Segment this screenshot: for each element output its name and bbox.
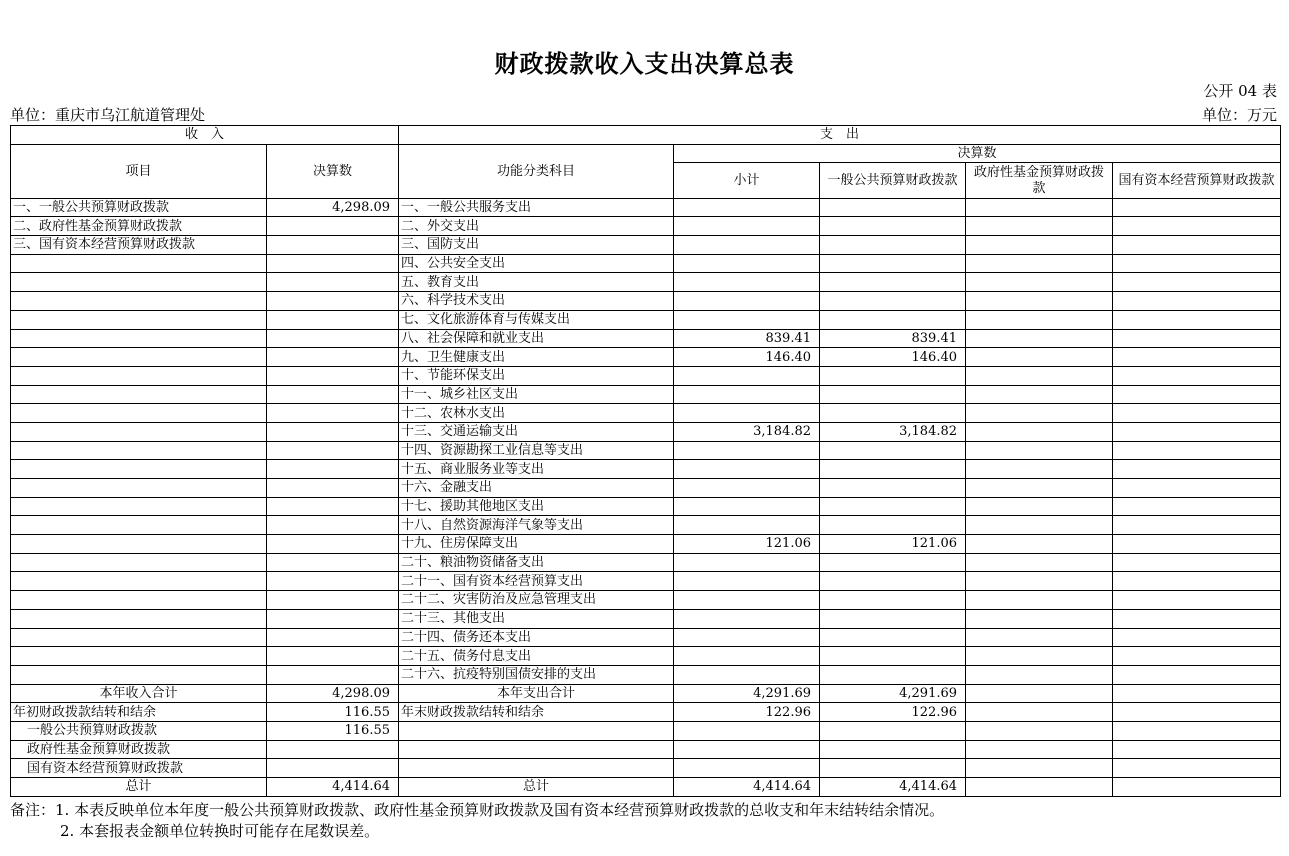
expense-general: [820, 628, 966, 647]
expense-gov-fund: [966, 236, 1113, 255]
item-header: 项目: [11, 144, 267, 198]
expense-state-capital: [1113, 254, 1281, 273]
expense-gov-fund: [966, 198, 1113, 217]
expense-subtotal: [674, 516, 820, 535]
expense-subtotal: [674, 497, 820, 516]
expense-item: 十二、农林水支出: [399, 404, 674, 423]
expense-gov-fund: [966, 609, 1113, 628]
expense-subtotal: 839.41: [674, 329, 820, 348]
final-header: 决算数: [674, 144, 1281, 163]
expense-general: [820, 217, 966, 236]
begin-state-capital-label: 国有资本经营预算财政拨款: [11, 759, 267, 778]
page-title: 财政拨款收入支出决算总表: [494, 49, 795, 78]
end-balance-subtotal: 122.96: [674, 703, 820, 722]
expense-subtotal: [674, 460, 820, 479]
expense-item: 十七、援助其他地区支出: [399, 497, 674, 516]
income-amount: [267, 516, 399, 535]
table-row: [11, 273, 1281, 292]
table-row: [11, 479, 1281, 498]
grand-total-general: 4,414.64: [820, 778, 966, 797]
expense-general: [820, 254, 966, 273]
income-item: [11, 385, 267, 404]
form-number: 公开 04 表: [1203, 82, 1277, 100]
expense-item: 六、科学技术支出: [399, 292, 674, 311]
expense-item: 十九、住房保障支出: [399, 535, 674, 554]
expense-gov-fund: [966, 647, 1113, 666]
income-item: 一、一般公共预算财政拨款: [11, 198, 267, 217]
expense-item: 二十一、国有资本经营预算支出: [399, 572, 674, 591]
table-row: [11, 441, 1281, 460]
expense-state-capital: [1113, 236, 1281, 255]
income-amount: [267, 479, 399, 498]
expense-gov-fund: [966, 572, 1113, 591]
expense-gov-fund: [966, 591, 1113, 610]
expense-subtotal: [674, 217, 820, 236]
income-item: 三、国有资本经营预算财政拨款: [11, 236, 267, 255]
income-item: [11, 535, 267, 554]
expense-total-subtotal: 4,291.69: [674, 684, 820, 703]
expense-item: 十三、交通运输支出: [399, 422, 674, 441]
income-amount: [267, 422, 399, 441]
note-1: 备注：1. 本表反映单位本年度一般公共预算财政拨款、政府性基金预算财政拨款及国有资本经营预算财政拨款的总收支和年末结转结余情况。: [10, 801, 945, 819]
note-2: 2. 本套报表金额单位转换时可能存在尾数误差。: [60, 822, 380, 840]
income-amount: [267, 497, 399, 516]
begin-general-amount: 116.55: [267, 721, 399, 740]
state-capital-header: 国有资本经营预算财政拨款: [1113, 163, 1281, 198]
expense-subtotal: [674, 292, 820, 311]
expense-subtotal: 121.06: [674, 535, 820, 554]
expense-item: 五、教育支出: [399, 273, 674, 292]
income-item: [11, 404, 267, 423]
begin-gov-fund-label: 政府性基金预算财政拨款: [11, 740, 267, 759]
table-row: [11, 684, 1281, 703]
income-total-label: 本年收入合计: [11, 684, 267, 703]
begin-general-label: 一般公共预算财政拨款: [11, 721, 267, 740]
income-amount: [267, 665, 399, 684]
income-item: [11, 329, 267, 348]
income-item: [11, 553, 267, 572]
expense-item: 二十六、抗疫特别国债安排的支出: [399, 665, 674, 684]
expense-state-capital: [1113, 292, 1281, 311]
expense-item: 十四、资源勘探工业信息等支出: [399, 441, 674, 460]
table-row: [11, 721, 1281, 740]
table-row: [11, 404, 1281, 423]
income-amount: [267, 273, 399, 292]
table-row: [11, 647, 1281, 666]
budget-table: [10, 125, 1281, 797]
table-row: [11, 329, 1281, 348]
expense-total-general: 4,291.69: [820, 684, 966, 703]
income-amount: [267, 609, 399, 628]
notes: [10, 800, 944, 842]
income-item: [11, 460, 267, 479]
expense-item: 二十五、债务付息支出: [399, 647, 674, 666]
expense-subtotal: [674, 366, 820, 385]
expense-state-capital: [1113, 198, 1281, 217]
income-item: [11, 497, 267, 516]
expense-general: [820, 441, 966, 460]
income-amount: [267, 385, 399, 404]
expense-general: [820, 553, 966, 572]
income-amount: [267, 366, 399, 385]
general-budget-header: 一般公共预算财政拨款: [820, 163, 966, 198]
expense-general: [820, 385, 966, 404]
expense-subtotal: [674, 236, 820, 255]
income-item: [11, 292, 267, 311]
expense-subtotal: [674, 609, 820, 628]
table-row: [11, 553, 1281, 572]
income-amount: [267, 591, 399, 610]
income-item: [11, 254, 267, 273]
income-item: [11, 516, 267, 535]
expense-general: 3,184.82: [820, 422, 966, 441]
grand-total-subtotal: 4,414.64: [674, 778, 820, 797]
income-amount: [267, 441, 399, 460]
table-row: [11, 572, 1281, 591]
end-balance-general: 122.96: [820, 703, 966, 722]
expense-item: 二、外交支出: [399, 217, 674, 236]
expense-state-capital: [1113, 329, 1281, 348]
expense-state-capital: [1113, 497, 1281, 516]
expense-state-capital: [1113, 665, 1281, 684]
expense-gov-fund: [966, 254, 1113, 273]
expense-general: 121.06: [820, 535, 966, 554]
income-item: [11, 572, 267, 591]
expense-subtotal: [674, 273, 820, 292]
expense-gov-fund: [966, 310, 1113, 329]
income-item: [11, 441, 267, 460]
expense-state-capital: [1113, 609, 1281, 628]
table-row: [11, 628, 1281, 647]
expense-gov-fund: [966, 497, 1113, 516]
income-item: [11, 310, 267, 329]
expense-subtotal: [674, 310, 820, 329]
expense-subtotal: [674, 404, 820, 423]
table-row: [11, 535, 1281, 554]
expense-item: 二十四、债务还本支出: [399, 628, 674, 647]
expense-general: [820, 236, 966, 255]
amount-header: 决算数: [267, 144, 399, 198]
grand-total-label-right: 总计: [399, 778, 674, 797]
expense-general: 839.41: [820, 329, 966, 348]
table-row: [11, 591, 1281, 610]
income-item: [11, 665, 267, 684]
expense-item: 二十二、灾害防治及应急管理支出: [399, 591, 674, 610]
table-row: [11, 609, 1281, 628]
expense-state-capital: [1113, 348, 1281, 367]
table-row: [11, 740, 1281, 759]
expense-subtotal: [674, 385, 820, 404]
expense-item: 十六、金融支出: [399, 479, 674, 498]
expense-subtotal: [674, 479, 820, 498]
grand-total-income: 4,414.64: [267, 778, 399, 797]
income-item: [11, 628, 267, 647]
income-amount: [267, 404, 399, 423]
income-item: [11, 647, 267, 666]
expense-gov-fund: [966, 479, 1113, 498]
expense-general: [820, 497, 966, 516]
table-row: [11, 198, 1281, 217]
expense-subtotal: [674, 628, 820, 647]
income-item: [11, 479, 267, 498]
expense-gov-fund: [966, 404, 1113, 423]
table-row: [11, 778, 1281, 797]
expense-state-capital: [1113, 217, 1281, 236]
expense-general: [820, 516, 966, 535]
income-amount: [267, 329, 399, 348]
expense-subtotal: [674, 591, 820, 610]
expense-subtotal: [674, 647, 820, 666]
expense-gov-fund: [966, 217, 1113, 236]
table-row: [11, 236, 1281, 255]
income-amount: [267, 628, 399, 647]
income-item: [11, 422, 267, 441]
expense-state-capital: [1113, 535, 1281, 554]
income-amount: [267, 647, 399, 666]
table-row: [11, 665, 1281, 684]
expense-gov-fund: [966, 441, 1113, 460]
expense-general: [820, 591, 966, 610]
income-item: 二、政府性基金预算财政拨款: [11, 217, 267, 236]
table-row: [11, 348, 1281, 367]
expense-general: 146.40: [820, 348, 966, 367]
expense-state-capital: [1113, 273, 1281, 292]
expense-general: [820, 292, 966, 311]
expense-gov-fund: [966, 553, 1113, 572]
expense-state-capital: [1113, 647, 1281, 666]
expense-subtotal: [674, 553, 820, 572]
expense-header: 支 出: [399, 126, 1281, 145]
income-amount: [267, 292, 399, 311]
expense-item: 二十三、其他支出: [399, 609, 674, 628]
income-item: [11, 591, 267, 610]
expense-general: [820, 572, 966, 591]
income-amount: 4,298.09: [267, 198, 399, 217]
expense-item: 七、文化旅游体育与传媒支出: [399, 310, 674, 329]
expense-state-capital: [1113, 310, 1281, 329]
expense-gov-fund: [966, 329, 1113, 348]
grand-total-label-left: 总计: [11, 778, 267, 797]
income-amount: [267, 553, 399, 572]
expense-item: 四、公共安全支出: [399, 254, 674, 273]
expense-subtotal: 146.40: [674, 348, 820, 367]
income-amount: [267, 217, 399, 236]
expense-item: 十八、自然资源海洋气象等支出: [399, 516, 674, 535]
expense-general: [820, 609, 966, 628]
begin-balance-label: 年初财政拨款结转和结余: [11, 703, 267, 722]
expense-state-capital: [1113, 404, 1281, 423]
income-amount: [267, 535, 399, 554]
table-row: [11, 422, 1281, 441]
gov-fund-header: 政府性基金预算财政拨款: [966, 163, 1113, 198]
expense-state-capital: [1113, 366, 1281, 385]
table-row: [11, 217, 1281, 236]
begin-balance: 116.55: [267, 703, 399, 722]
expense-gov-fund: [966, 422, 1113, 441]
expense-subtotal: [674, 254, 820, 273]
end-balance-label: 年末财政拨款结转和结余: [399, 703, 674, 722]
expense-subtotal: [674, 441, 820, 460]
income-item: [11, 366, 267, 385]
expense-subtotal: [674, 572, 820, 591]
expense-general: [820, 460, 966, 479]
expense-state-capital: [1113, 460, 1281, 479]
income-amount: [267, 254, 399, 273]
expense-general: [820, 647, 966, 666]
expense-item: 十五、商业服务业等支出: [399, 460, 674, 479]
summary-body: [11, 684, 1281, 796]
expense-gov-fund: [966, 665, 1113, 684]
reporting-unit: 单位：重庆市乌江航道管理处: [10, 106, 206, 124]
expense-item: 十一、城乡社区支出: [399, 385, 674, 404]
expense-gov-fund: [966, 460, 1113, 479]
table-row: [11, 516, 1281, 535]
table-row: [11, 254, 1281, 273]
expense-state-capital: [1113, 553, 1281, 572]
table-row: [11, 703, 1281, 722]
table-row: [11, 366, 1281, 385]
income-amount: [267, 460, 399, 479]
table-row: [11, 385, 1281, 404]
expense-gov-fund: [966, 292, 1113, 311]
income-amount: [267, 236, 399, 255]
expense-subtotal: [674, 665, 820, 684]
currency-unit: 单位：万元: [1201, 106, 1277, 124]
income-total: 4,298.09: [267, 684, 399, 703]
income-amount: [267, 348, 399, 367]
expense-state-capital: [1113, 479, 1281, 498]
expense-general: [820, 310, 966, 329]
expense-general: [820, 366, 966, 385]
income-item: [11, 609, 267, 628]
expense-item: 九、卫生健康支出: [399, 348, 674, 367]
expense-total-label: 本年支出合计: [399, 684, 674, 703]
table-row: [11, 310, 1281, 329]
expense-general: [820, 198, 966, 217]
expense-gov-fund: [966, 535, 1113, 554]
expense-state-capital: [1113, 628, 1281, 647]
table-body: [11, 198, 1281, 684]
subtotal-header: 小计: [674, 163, 820, 198]
expense-item: 二十、粮油物资储备支出: [399, 553, 674, 572]
expense-gov-fund: [966, 516, 1113, 535]
expense-state-capital: [1113, 422, 1281, 441]
expense-gov-fund: [966, 348, 1113, 367]
table-row: [11, 292, 1281, 311]
expense-subtotal: 3,184.82: [674, 422, 820, 441]
income-amount: [267, 310, 399, 329]
expense-general: [820, 665, 966, 684]
expense-gov-fund: [966, 385, 1113, 404]
expense-state-capital: [1113, 591, 1281, 610]
income-amount: [267, 572, 399, 591]
function-header: 功能分类科目: [399, 144, 674, 198]
expense-item: 八、社会保障和就业支出: [399, 329, 674, 348]
table-row: [11, 497, 1281, 516]
income-item: [11, 273, 267, 292]
expense-item: 十、节能环保支出: [399, 366, 674, 385]
expense-state-capital: [1113, 441, 1281, 460]
expense-gov-fund: [966, 366, 1113, 385]
expense-general: [820, 479, 966, 498]
income-item: [11, 348, 267, 367]
expense-state-capital: [1113, 385, 1281, 404]
expense-state-capital: [1113, 572, 1281, 591]
income-header: 收 入: [11, 126, 399, 145]
expense-general: [820, 404, 966, 423]
expense-item: 一、一般公共服务支出: [399, 198, 674, 217]
expense-state-capital: [1113, 516, 1281, 535]
expense-general: [820, 273, 966, 292]
expense-subtotal: [674, 198, 820, 217]
table-row: [11, 759, 1281, 778]
table-row: [11, 460, 1281, 479]
expense-gov-fund: [966, 273, 1113, 292]
expense-item: 三、国防支出: [399, 236, 674, 255]
expense-gov-fund: [966, 628, 1113, 647]
